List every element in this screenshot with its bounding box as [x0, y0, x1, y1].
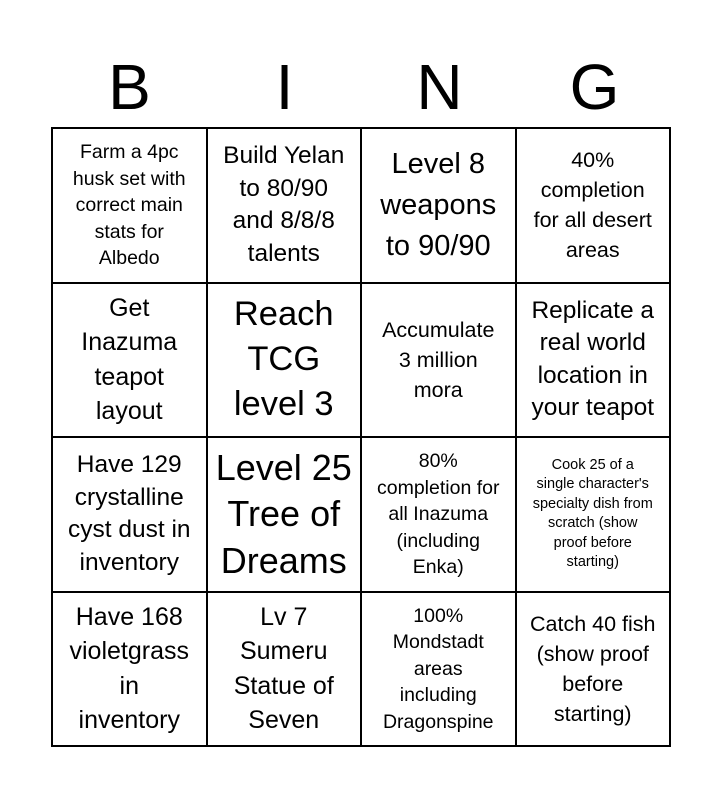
- bingo-cell[interactable]: Cook 25 of a single character's specialty dish from scratch (show proof before starting): [517, 438, 672, 593]
- bingo-cell[interactable]: Have 129 crystalline cyst dust in inventory: [53, 438, 208, 593]
- header-letter-b: B: [108, 51, 151, 123]
- bingo-cell[interactable]: Build Yelan to 80/90 and 8/8/8 talents: [208, 129, 363, 284]
- bingo-cell[interactable]: Farm a 4pc husk set with correct main stats for Albedo: [53, 129, 208, 284]
- bingo-board: [51, 127, 671, 747]
- header-letter-g: G: [569, 51, 620, 123]
- bingo-cell[interactable]: Accumulate 3 million mora: [362, 284, 517, 439]
- header-letter-n: N: [416, 51, 463, 123]
- bingo-cell[interactable]: Reach TCG level 3: [208, 284, 363, 439]
- header-letter-i: I: [275, 51, 294, 123]
- bingo-cell[interactable]: Have 168 violetgrass in inventory: [53, 593, 208, 748]
- bingo-cell[interactable]: Catch 40 fish (show proof before starting): [517, 593, 672, 748]
- bingo-cell[interactable]: 40% completion for all desert areas: [517, 129, 672, 284]
- bingo-cell[interactable]: Replicate a real world location in your teapot: [517, 284, 672, 439]
- bingo-cell[interactable]: 80% completion for all Inazuma (including Enka): [362, 438, 517, 593]
- bingo-cell[interactable]: Level 8 weapons to 90/90: [362, 129, 517, 284]
- bingo-cell[interactable]: 100% Mondstadt areas including Dragonspine: [362, 593, 517, 748]
- bingo-cell[interactable]: Level 25 Tree of Dreams: [208, 438, 363, 593]
- bingo-cell[interactable]: Lv 7 Sumeru Statue of Seven: [208, 593, 363, 748]
- bingo-header: [52, 52, 672, 122]
- bingo-cell[interactable]: Get Inazuma teapot layout: [53, 284, 208, 439]
